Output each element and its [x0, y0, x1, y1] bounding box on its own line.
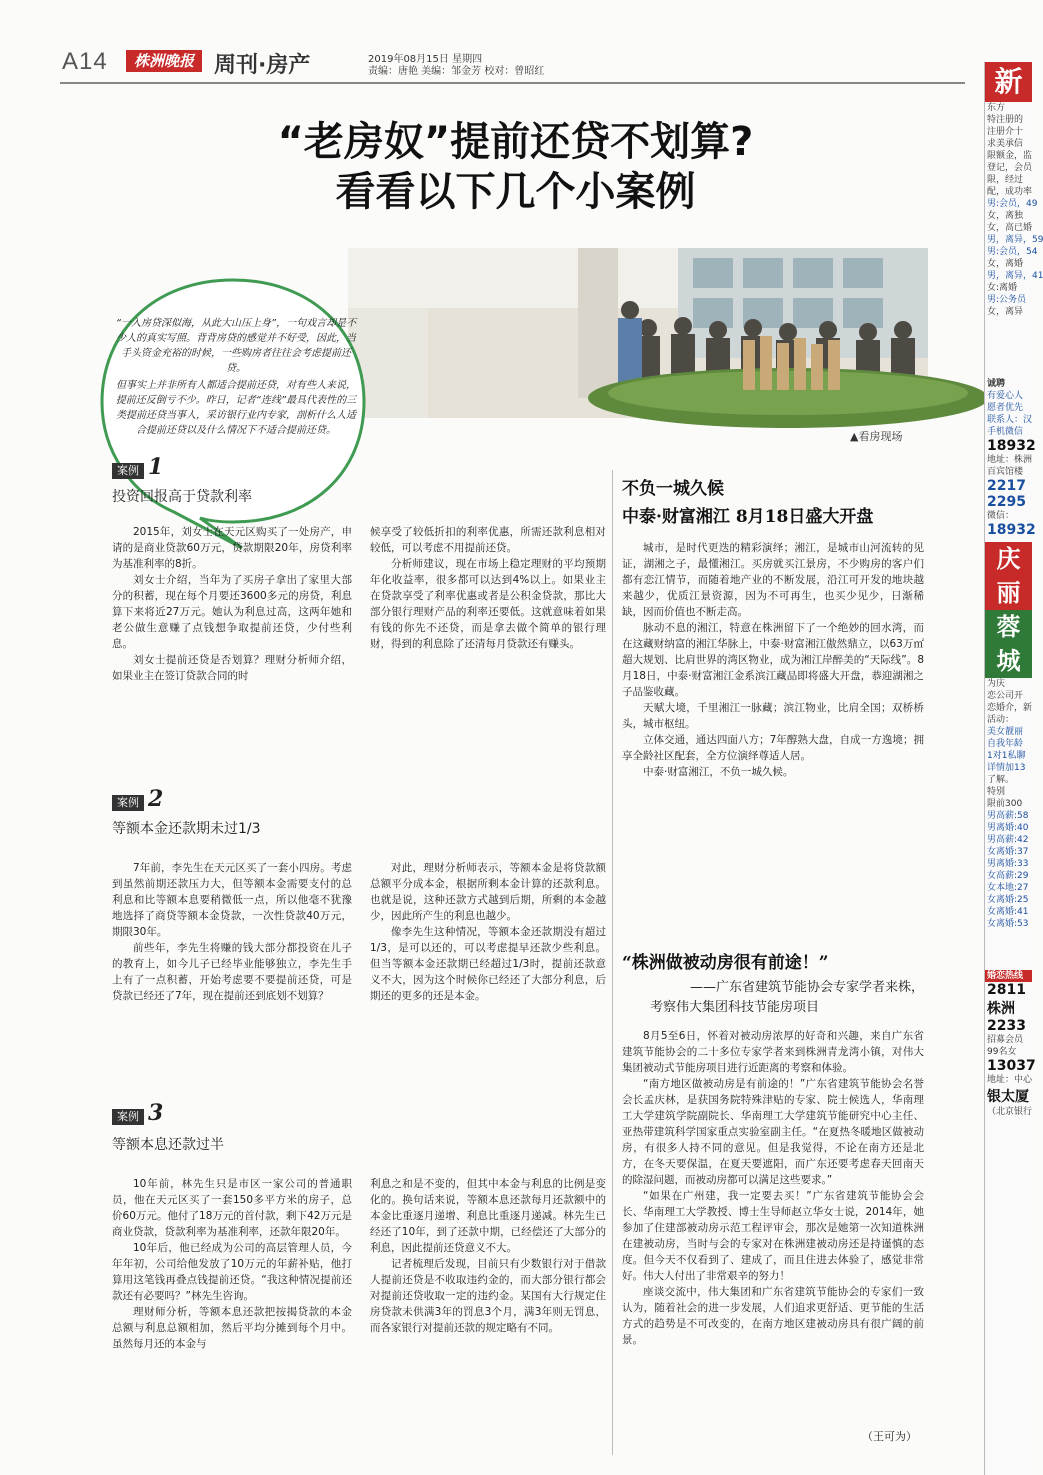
- paragraph: 城市，是时代更迭的精彩演绎；湘江，是城市山河流转的见证，湖湘之子，最懂湘江。买房就买江景房，不少购房的客户们都有恋江情节，而随着地产业的不断发展，沿江可开发的地块越来越少，优质江景资源，因为不可再生，也买少见少，日渐稀缺，因而价值也不断走高。: [622, 542, 924, 618]
- case-3-tag: [112, 1100, 172, 1128]
- photo-caption: ▲看房现场: [850, 430, 903, 443]
- page-number: A14: [62, 48, 108, 75]
- strip-line: 限，经过: [987, 175, 1024, 185]
- case-3-column-1: [112, 1176, 352, 1352]
- strip-line: 登记，会员: [987, 163, 1033, 173]
- strip-line: 女，离异: [987, 307, 1024, 317]
- strip-phone: 株洲: [987, 1001, 1015, 1017]
- strip-phone: 银太厦: [987, 1089, 1029, 1105]
- case-1-column-1: [112, 524, 352, 684]
- strip-line: 男:会员，54: [987, 247, 1038, 257]
- strip-line: 男离婚:33: [987, 859, 1029, 869]
- case-label: 案例: [112, 795, 144, 811]
- bubble-paragraph-2: 但事实上并非所有人都适合提前还贷，对有些人来说，提前还反倒亏不少。昨日，记者“连线”最具代表性的三类提前还贷当事人，采访银行业内专家，剖析什么人适合提前还贷以及什么情况下不适合提前还贷。: [115, 380, 357, 436]
- strip-line: 女高薪:29: [987, 871, 1029, 881]
- paragraph: 前些年，李先生将赚的钱大部分都投资在儿子的教育上，如今儿子已经毕业能够独立，李先生手上有了一点积蓄，开始考虑要不要提前还贷，可是贷款已经还了7年，现在提前还到底划不划算？: [112, 942, 352, 1002]
- strip-line: 女:离婚: [987, 283, 1018, 293]
- strip-phone: 13037: [987, 1058, 1036, 1074]
- strip-line: 男高薪:58: [987, 811, 1029, 821]
- article-2-body: [622, 540, 924, 780]
- paragraph: 脉动不息的湘江，特意在株洲留下了一个绝妙的回水湾，而在这藏财纳富的湘江华脉上，中泰·财富湘江傲然鼎立，以63万㎡超大规划、比肩世界的湾区物业，成为湘江岸醉美的“天际线”。8月18日，中泰·财富湘江金系滨江藏品即将盛大开盘，恭迎湖湘之子品鉴收藏。: [622, 622, 924, 698]
- strip-label: 婚恋热线: [985, 970, 1032, 982]
- paragraph: 7年前，李先生在天元区买了一套小四房。考虑到虽然前期还款压力大，但等额本金需要支付的总利息和比等额本息要稍微低一点，所以他毫不犹豫地选择了商贷等额本金贷款，一次性贷款40万元，期限30年。: [112, 862, 352, 938]
- strip-line: 注册介十: [987, 127, 1024, 137]
- strip-line: 了解。: [987, 775, 1015, 785]
- headline-line-2: 看看以下几个小案例: [335, 169, 696, 215]
- case-2-title: 等额本金还款期未过1/3: [112, 821, 261, 837]
- paragraph: 刘女士介绍，当年为了买房子拿出了家里大部分的积蓄，现在每个月要还3600多元的房贷，利息算下来将近27万元。她认为利息过高，这两年她和老公做生意赚了点钱想争取提前还贷，少付些利息。: [112, 574, 352, 650]
- strip-heading: 新: [985, 62, 1032, 102]
- strip-line: 恋婚介，新: [987, 703, 1033, 713]
- case-1-column-2: [370, 524, 606, 652]
- paper-logo: 株洲晚报: [126, 50, 202, 72]
- strip-line: 男，离异，41: [987, 271, 1043, 281]
- paragraph: 10年后，他已经成为公司的高层管理人员，今年年初，公司给他发放了10万元的年薪补贴，他打算用这笔钱再叠点钱提前还贷。“我这种情况提前还款还有必要吗？”林先生咨询。: [112, 1242, 352, 1302]
- strip-line: 联系人：汉: [987, 415, 1033, 425]
- strip-line: 99名女: [987, 1047, 1017, 1057]
- case-2-column-1: [112, 860, 352, 1004]
- strip-line: 女，离婚: [987, 259, 1024, 269]
- paragraph: “如果在广州建，我一定要去买！”广东省建筑节能协会会长、华南理工大学教授、博士生导师赵立华女士说，2014年，她参加了住建部被动房示范工程评审会，那次是她第一次知道株洲在建被动房，当时与会的专家对在株洲建被动房还是持谨慎的态度。但今天不仅看到了、建成了，而且住进去体验了，感觉非常好。伟大人付出了非常艰辛的努力！: [622, 1190, 924, 1282]
- paragraph: 立体交通，通达四面八方；7年醇熟大盘，自成一方逸境；拥享全龄社区配套，全方位演绎尊适人居。: [622, 734, 924, 762]
- strip-line: 活动：: [987, 715, 1015, 725]
- strip-phone: 18932: [987, 522, 1036, 538]
- case-label: 案例: [112, 463, 144, 479]
- strip-line: 地址：中心: [987, 1075, 1033, 1085]
- bubble-text: [112, 316, 360, 440]
- strip-phone: 2811: [987, 982, 1026, 998]
- strip-line: 东方: [987, 103, 1006, 113]
- article-3-subtitle-2: 考察伟大集团科技节能房项目: [650, 1000, 820, 1015]
- paragraph: 8月5至6日，怀着对被动房浓厚的好奇和兴趣，来自广东省建筑节能协会的二十多位专家学者来到株洲青龙湾小镇，对伟大集团被动式节能房项目进行近距离的考察和体验。: [622, 1030, 924, 1074]
- strip-line: 男离婚:40: [987, 823, 1029, 833]
- section-title: 周刊·房产: [214, 53, 311, 78]
- paragraph: 像李先生这种情况，等额本金还款期没有超过1/3，是可以还的，可以考虑提早还款少些利息。但当等额本金还款期已经超过1/3时，提前还款意义不大，因为这个时候你已经还了大部分利息，后期还的更多的还是本金。: [370, 926, 606, 1002]
- strip-line: 女，离独: [987, 211, 1024, 221]
- strip-line: 女，高已婚: [987, 223, 1033, 233]
- strip-line: 男:公务员: [987, 295, 1027, 305]
- paragraph: 记者梳理后发现，目前只有少数银行对于借款人提前还贷是不收取违约金的，而大部分银行都会对提前还贷收取一定的违约金。某国有大行规定住房贷款未供满3年的罚息3个月，满3年则无罚息，而各家银行对提前还款的规定略有不同。: [370, 1258, 606, 1334]
- showroom-photo: [348, 248, 928, 418]
- case-number: 3: [148, 1100, 164, 1126]
- strip-phone: 2233: [987, 1018, 1026, 1034]
- strip-line: 女离婚:41: [987, 907, 1029, 917]
- strip-line: 详情加13: [987, 763, 1026, 773]
- bubble-paragraph-1: “一入房贷深似海，从此大山压上身”，一句戏言却是不少人的真实写照。背背房贷的感觉并不好受，因此，当手头资金充裕的时候，一些购房者往往会考虑提前还贷。: [115, 318, 357, 374]
- strip-line: 为庆: [987, 679, 1006, 689]
- strip-line: 百宾馆楼: [987, 467, 1024, 477]
- strip-phone: 2217: [987, 478, 1026, 494]
- strip-line: 手机微信: [987, 427, 1024, 437]
- article-3-author: （王可为）: [862, 1430, 917, 1443]
- paragraph: 天赋大境，千里湘江一脉藏；滨江物业，比肩全国；双桥桥头，城市枢纽。: [622, 702, 924, 730]
- paragraph: 刘女士提前还贷是否划算？理财分析师介绍，如果业主在签订贷款合同的时: [112, 654, 352, 682]
- paragraph: 分析师建议，现在市场上稳定理财的平均预期年化收益率，很多都可以达到4%以上。如果业主在贷款享受了利率优惠或者是公积金贷款，那比大部分银行理财产品的利率还要低。这就意味着如果有钱的你先不还贷，而是拿去做个简单的银行理财，得到的利息除了还清每月贷款还有赚头。: [370, 558, 606, 650]
- strip-line: 女离婚:53: [987, 919, 1029, 929]
- case-1-title: 投资回报高于贷款利率: [112, 489, 252, 505]
- paragraph: 中泰·财富湘江，不负一城久候。: [643, 766, 794, 778]
- paragraph: 对此，理财分析师表示，等额本金是将贷款额总额平分成本金，根据所剩本金计算的还款利息。也就是说，这种还款方式越到后期，所剩的本金越少，因此所产生的利息也越少。: [370, 862, 606, 922]
- strip-line: （北京银行: [987, 1107, 1033, 1117]
- side-ad-strip: [984, 62, 1043, 1475]
- article-3-title: “株洲做被动房很有前途！”: [622, 953, 829, 973]
- case-1-tag: [112, 454, 172, 482]
- strip-line: 有爱心人: [987, 391, 1024, 401]
- paragraph: 利息之和是不变的，但其中本金与利息的比例是变化的。换句话来说，等额本息还款每月还款额中的本金比重逐月递增、利息比重逐月递减。林先生已经还了10年，到了还款中期，已经偿还了大部分的利息，因此提前还贷意义不大。: [370, 1178, 606, 1254]
- strip-line: 愿者优先: [987, 403, 1024, 413]
- strip-line: 特注册的: [987, 115, 1024, 125]
- header-credits: 责编：唐艳 美编：邹金芳 校对：曾昭红: [368, 66, 545, 77]
- paragraph: 座谈交流中，伟大集团和广东省建筑节能协会的专家们一致认为，随着社会的进一步发展，人们追求更舒适、更节能的生活方式的趋势是不可改变的，在南方地区建被动房具有很广阔的前景。: [622, 1286, 924, 1346]
- article-3-body: [622, 1028, 924, 1348]
- header-date: 2019年08月15日 星期四: [368, 54, 483, 65]
- header-rule: [60, 82, 965, 84]
- strip-line: 男高薪:42: [987, 835, 1029, 845]
- paragraph: 候享受了较低折扣的利率优惠，所需还款利息相对较低，可以考虑不用提前还贷。: [370, 526, 606, 554]
- strip-heading: 蓉城: [985, 610, 1032, 678]
- strip-line: 求美承信: [987, 139, 1024, 149]
- case-label: 案例: [112, 1109, 144, 1125]
- strip-line: 自我年龄: [987, 739, 1024, 749]
- case-2-column-2: [370, 860, 606, 1004]
- strip-phone: 18932: [987, 438, 1036, 454]
- strip-line: 女离婚:37: [987, 847, 1029, 857]
- strip-line: 女离婚:25: [987, 895, 1029, 905]
- strip-line: 配，成功率: [987, 187, 1033, 197]
- strip-heading: 庆丽: [985, 542, 1032, 610]
- case-3-column-2: [370, 1176, 606, 1336]
- paragraph: “南方地区做被动房是有前途的！”广东省建筑节能协会名誉会长孟庆林，是获国务院特殊津贴的专家、院士候选人，华南理工大学建筑学院副院长、华南理工大学建筑节能研究中心主任、亚热带建筑科学国家重点实验室副主任。“在夏热冬暖地区做被动房，有很多人持不同的意见。但是我觉得，不论在南方还是北方，在冬天要保温，在夏天要遮阳，而广东还要考虑春天回南天的除湿问题，而被动房都可以满足这些要求。”: [622, 1078, 924, 1186]
- strip-line: 特别: [987, 787, 1006, 797]
- article-2-title-2: 中泰·财富湘江 8月18日盛大开盘: [622, 507, 874, 527]
- strip-line: 恋公司开: [987, 691, 1024, 701]
- strip-line: 地址：株洲: [987, 455, 1033, 465]
- column-divider: [612, 470, 613, 1455]
- paragraph: 理财师分析，等额本息还款把按揭贷款的本金总额与利息总额相加，然后平均分摊到每个月中。虽然每月还的本金与: [112, 1306, 352, 1350]
- strip-line: 限前300: [987, 799, 1023, 809]
- article-3-subtitle-1: ——广东省建筑节能协会专家学者来株，: [690, 980, 925, 995]
- strip-line: 女本地:27: [987, 883, 1029, 893]
- case-2-tag: [112, 786, 172, 814]
- paragraph: 10年前，林先生只是市区一家公司的普通职员，他在天元区买了一套150多平方米的房子，总价60万元。他付了18万元的首付款，剩下42万元是商业贷款，贷款利率为基准利率，还款年限20年。: [112, 1178, 352, 1238]
- headline-line-1: “老房奴”提前还贷不划算?: [277, 119, 754, 165]
- case-number: 1: [148, 454, 164, 480]
- case-3-title: 等额本息还款过半: [112, 1137, 224, 1153]
- paragraph: 2015年，刘女士在天元区购买了一处房产，申请的是商业贷款60万元，贷款期限20年，房贷利率为基准利率的8折。: [112, 526, 352, 570]
- strip-line: 限额金，监: [987, 151, 1033, 161]
- strip-line: 男:会员，49: [987, 199, 1038, 209]
- strip-line: 微信：: [987, 511, 1015, 521]
- strip-line: 招募会员: [987, 1035, 1024, 1045]
- strip-line: 美女靓丽: [987, 727, 1024, 737]
- strip-line: 男，离异，59: [987, 235, 1043, 245]
- strip-phone: 2295: [987, 494, 1026, 510]
- case-number: 2: [148, 786, 164, 812]
- strip-line: 1对1私聊: [987, 751, 1026, 761]
- article-2-title-1: 不负一城久候: [622, 479, 724, 499]
- strip-label: 诚聘: [987, 379, 1006, 389]
